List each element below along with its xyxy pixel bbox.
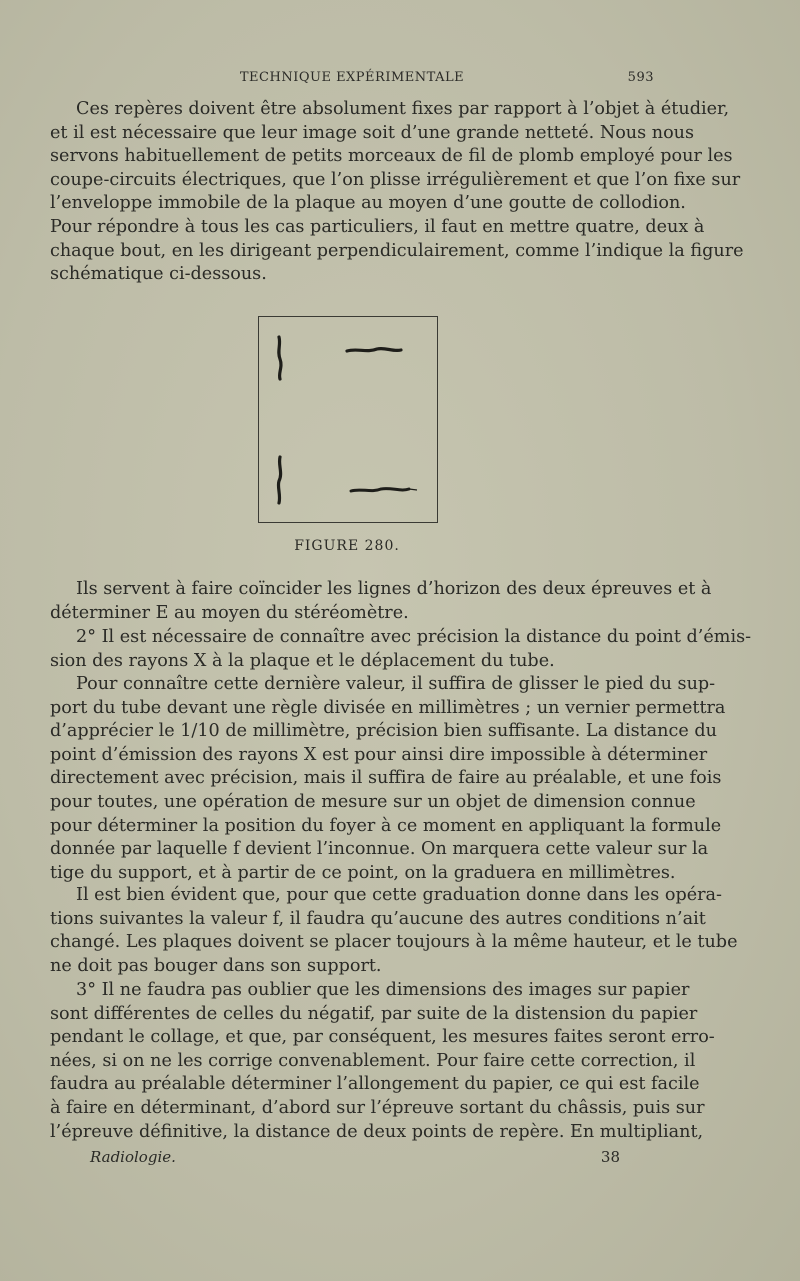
figure-280-diagram bbox=[258, 316, 438, 523]
paragraph-markers bbox=[50, 98, 744, 287]
text-line: Pour répondre à tous les cas particuliers, il faut en mettre quatre, deux à bbox=[50, 216, 705, 237]
text-line: déterminer E au moyen du stéréomètre. bbox=[50, 602, 409, 623]
text-line: faudra au préalable déterminer l’allongement du papier, ce qui est facile bbox=[50, 1074, 700, 1095]
text-line: servons habituellement de petits morceaux de fil de plomb employé pour les bbox=[50, 146, 733, 167]
text-line: donnée par laquelle f devient l’inconnue. On marquera cette valeur sur la bbox=[50, 839, 709, 860]
paragraph-distance bbox=[50, 626, 752, 673]
text-line: pendant le collage, et que, par conséquent, les mesures faites seront erro- bbox=[50, 1027, 715, 1048]
text-line: Il est bien évident que, pour que cette graduation donne dans les opéra- bbox=[76, 885, 722, 905]
text-line: tige du support, et à partir de ce point, on la graduera en millimètres. bbox=[50, 862, 676, 883]
text-line: directement avec précision, mais il suffira de faire au préalable, et une fois bbox=[50, 768, 722, 789]
text-line: l’épreuve définitive, la distance de deux points de repère. En multipliant, bbox=[50, 1121, 704, 1142]
text-line: pour déterminer la position du foyer à ce moment en appliquant la formule bbox=[50, 815, 722, 836]
text-line: changé. Les plaques doivent se placer toujours à la même hauteur, et le tube bbox=[50, 932, 738, 953]
text-line: 2° Il est nécessaire de connaître avec précision la distance du point d’émis- bbox=[76, 627, 752, 647]
marker-bottom-left bbox=[278, 457, 280, 503]
running-title: TECHNIQUE EXPÉRIMENTALE bbox=[239, 70, 465, 85]
text-line: ne doit pas bouger dans son support. bbox=[50, 955, 382, 976]
signature-number: 38 bbox=[600, 1148, 620, 1166]
text-line: chaque bout, en les dirigeant perpendiculairement, comme l’indique la figure bbox=[50, 240, 744, 261]
paragraph-usage bbox=[50, 578, 712, 625]
text-line: d’apprécier le 1/10 de millimètre, précision bien suffisante. La distance du bbox=[50, 721, 717, 742]
text-line: sion des rayons X à la plaque et le déplacement du tube. bbox=[50, 650, 555, 671]
text-line: pour toutes, une opération de mesure sur un objet de dimension connue bbox=[50, 791, 696, 812]
footer-book-title: Radiologie. bbox=[90, 1148, 176, 1166]
text-line: Ils servent à faire coïncider les lignes d’horizon des deux épreuves et à bbox=[76, 579, 712, 599]
text-line: 3° Il ne faudra pas oublier que les dimensions des images sur papier bbox=[76, 980, 690, 1000]
paragraph-paper-correction bbox=[50, 979, 715, 1144]
lead-wire-markers-schematic bbox=[259, 317, 437, 522]
text-line: tions suivantes la valeur f, il faudra qu’aucune des autres conditions n’ait bbox=[50, 908, 706, 929]
text-line: point d’émission des rayons X est pour ainsi dire impossible à déterminer bbox=[50, 744, 708, 765]
paragraph-graduation bbox=[50, 884, 738, 978]
marker-top-left bbox=[279, 337, 281, 379]
page-footer bbox=[90, 1148, 620, 1168]
marker-top-right bbox=[347, 349, 401, 351]
text-line: et il est nécessaire que leur image soit d’une grande netteté. Nous nous bbox=[50, 122, 695, 143]
text-line: sont différentes de celles du négatif, par suite de la distension du papier bbox=[50, 1003, 698, 1024]
text-line: coupe-circuits électriques, que l’on plisse irrégulièrement et que l’on fixe sur bbox=[50, 169, 741, 190]
paragraph-measurement bbox=[50, 673, 726, 885]
text-line: nées, si on ne les corrige convenablement. Pour faire cette correction, il bbox=[50, 1050, 696, 1071]
text-line: Ces repères doivent être absolument fixes par rapport à l’objet à étudier, bbox=[76, 99, 730, 119]
text-line: Pour connaître cette dernière valeur, il suffira de glisser le pied du sup- bbox=[76, 674, 716, 694]
text-line: schématique ci-dessous. bbox=[50, 264, 267, 285]
text-line: l’enveloppe immobile de la plaque au moyen d’une goutte de collodion. bbox=[50, 193, 686, 214]
running-header bbox=[50, 70, 654, 92]
figure-caption: FIGURE 280. bbox=[294, 538, 400, 554]
text-line: à faire en déterminant, d’abord sur l’épreuve sortant du châssis, puis sur bbox=[50, 1097, 705, 1118]
text-line: port du tube devant une règle divisée en millimètres ; un vernier permettra bbox=[50, 697, 726, 718]
marker-bottom-right bbox=[351, 489, 409, 491]
page-number: 593 bbox=[627, 70, 654, 85]
